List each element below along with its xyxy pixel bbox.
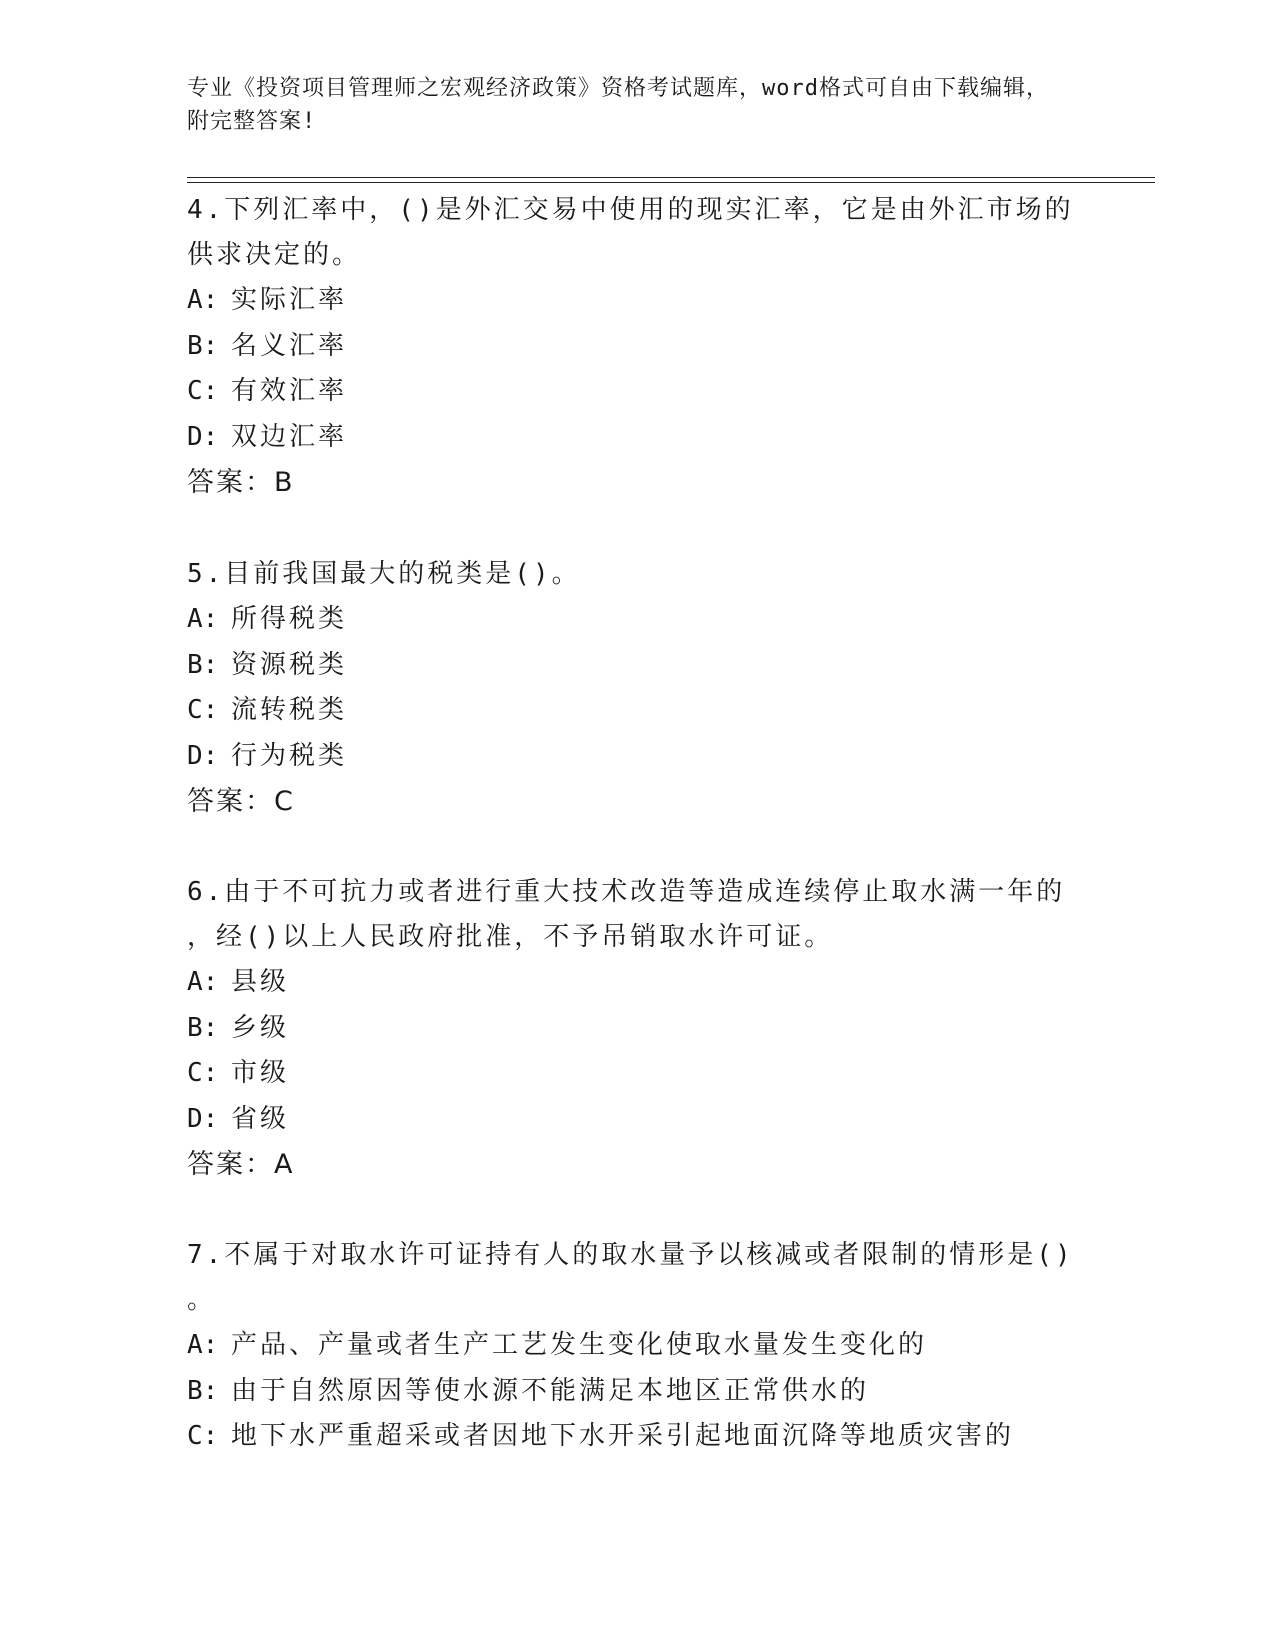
option-letter: B: <box>187 1375 219 1406</box>
question-5 <box>187 552 1067 825</box>
question-6 <box>187 870 1067 1188</box>
option-letter: C: <box>187 695 219 725</box>
option-letter: A: <box>187 967 219 997</box>
question-text-line: 供求决定的。 <box>187 240 362 270</box>
option-b <box>187 1369 1067 1415</box>
document-header: 专业《投资项目管理师之宏观经济政策》资格考试题库，word格式可自由下载编辑，附完整答案! <box>187 76 1049 134</box>
option-text: 行为税类 <box>231 740 348 771</box>
question-4 <box>187 188 1074 506</box>
option-c <box>187 369 1067 415</box>
option-letter: C: <box>187 1421 219 1451</box>
question-text-line: 7.不属于对取水许可证持有人的取水量予以核减或者限制的情形是() <box>187 1240 1074 1270</box>
option-text: 由于自然原因等使水源不能满足本地区正常供水的 <box>231 1375 870 1406</box>
option-a <box>187 597 1067 643</box>
header-divider-bottom <box>187 182 1155 183</box>
answer-line: 答案：C <box>187 786 295 817</box>
option-c <box>187 1051 1067 1097</box>
option-text: 地下水严重超采或者因地下水开采引起地面沉降等地质灾害的 <box>231 1421 1015 1451</box>
option-letter: A: <box>187 1330 219 1360</box>
option-c <box>187 688 1067 734</box>
option-d <box>187 1097 1067 1143</box>
option-text: 乡级 <box>231 1012 290 1043</box>
option-b <box>187 1006 1067 1052</box>
question-text-line: 。 <box>187 1285 217 1315</box>
option-a <box>187 960 1067 1006</box>
option-letter: A: <box>187 604 219 634</box>
option-text: 所得税类 <box>231 604 348 634</box>
option-letter: B: <box>187 330 219 361</box>
answer-line: 答案：B <box>187 467 295 498</box>
option-b <box>187 643 1067 689</box>
option-text: 省级 <box>231 1103 290 1134</box>
option-letter: B: <box>187 1012 219 1043</box>
option-a <box>187 1323 1067 1369</box>
option-letter: D: <box>187 421 219 452</box>
option-letter: D: <box>187 740 219 771</box>
question-text-line: 6.由于不可抗力或者进行重大技术改造等造成连续停止取水满一年的 <box>187 877 1066 907</box>
option-letter: B: <box>187 649 219 680</box>
option-text: 资源税类 <box>231 649 348 680</box>
header-divider-top <box>187 177 1155 178</box>
option-a <box>187 278 1067 324</box>
option-text: 县级 <box>231 967 290 997</box>
option-text: 有效汇率 <box>231 376 348 406</box>
question-text-line: 5.目前我国最大的税类是()。 <box>187 559 581 589</box>
option-text: 名义汇率 <box>231 330 348 361</box>
option-text: 双边汇率 <box>231 421 348 452</box>
option-letter: C: <box>187 1058 219 1088</box>
option-text: 实际汇率 <box>231 285 348 315</box>
option-c <box>187 1414 1067 1460</box>
option-text: 产品、产量或者生产工艺发生变化使取水量发生变化的 <box>231 1330 928 1360</box>
option-b <box>187 324 1067 370</box>
answer-line: 答案：A <box>187 1149 295 1180</box>
option-letter: A: <box>187 285 219 315</box>
question-text-line: 4.下列汇率中，()是外汇交易中使用的现实汇率，它是由外汇市场的 <box>187 195 1074 225</box>
option-letter: D: <box>187 1103 219 1134</box>
option-text: 流转税类 <box>231 695 348 725</box>
question-7 <box>187 1233 1074 1460</box>
option-d <box>187 415 1067 461</box>
option-letter: C: <box>187 376 219 406</box>
question-text-line: ，经()以上人民政府批准，不予吊销取水许可证。 <box>187 922 834 952</box>
option-text: 市级 <box>231 1058 290 1088</box>
option-d <box>187 734 1067 780</box>
